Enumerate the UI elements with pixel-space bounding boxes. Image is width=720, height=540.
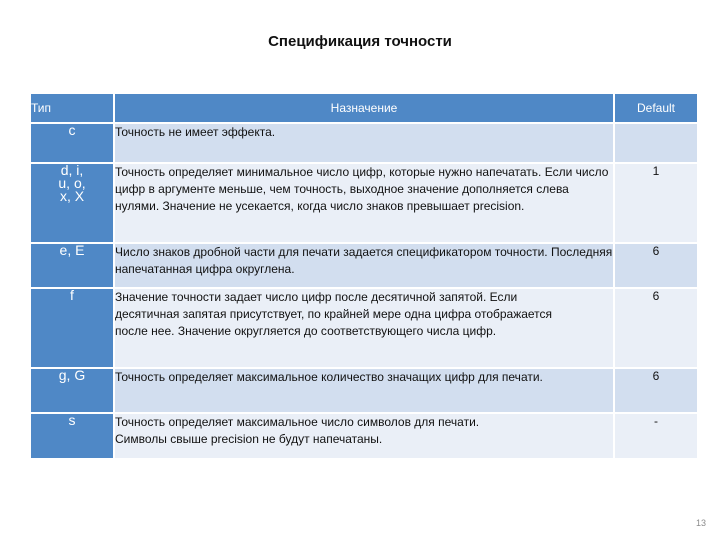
description-cell: Значение точности задает число цифр после десятичной запятой. Если десятичная запятая присутствует, по крайней мере одна цифра отображается после нее. Значение округляется до соответствующего числа цифр. <box>114 288 614 368</box>
type-cell: f <box>30 288 114 368</box>
table-row <box>30 368 698 413</box>
description-cell: Точность не имеет эффекта. <box>114 123 614 163</box>
precision-spec-table <box>29 92 699 460</box>
header-description: Назначение <box>114 93 614 123</box>
table-row <box>30 243 698 288</box>
type-cell: s <box>30 413 114 459</box>
default-cell: - <box>614 413 698 459</box>
type-cell: d, i, u, o, x, X <box>30 163 114 243</box>
description-cell: Точность определяет минимальное число цифр, которые нужно напечатать. Если число цифр в аргументе меньше, чем точность, выходное значение дополняется слева нулями. Значение не усекается, когда число знаков превышает precision. <box>114 163 614 243</box>
default-cell: 6 <box>614 288 698 368</box>
table-header-row <box>30 93 698 123</box>
default-cell <box>614 123 698 163</box>
slide-title: Спецификация точности <box>268 33 452 50</box>
type-cell: c <box>30 123 114 163</box>
description-cell: Точность определяет максимальное количество значащих цифр для печати. <box>114 368 614 413</box>
type-cell: e, E <box>30 243 114 288</box>
table-row <box>30 288 698 368</box>
table-row <box>30 123 698 163</box>
default-cell: 1 <box>614 163 698 243</box>
page-number: 13 <box>695 518 706 528</box>
description-cell: Число знаков дробной части для печати задается спецификатором точности. Последняя напечатанная цифра округлена. <box>114 243 614 288</box>
description-cell: Точность определяет максимальное число символов для печати. Символы свыше precision не будут напечатаны. <box>114 413 614 459</box>
header-default: Default <box>614 93 698 123</box>
table-row <box>30 413 698 459</box>
default-cell: 6 <box>614 368 698 413</box>
default-cell: 6 <box>614 243 698 288</box>
type-cell: g, G <box>30 368 114 413</box>
header-type: Тип <box>30 93 114 123</box>
table-row <box>30 163 698 243</box>
